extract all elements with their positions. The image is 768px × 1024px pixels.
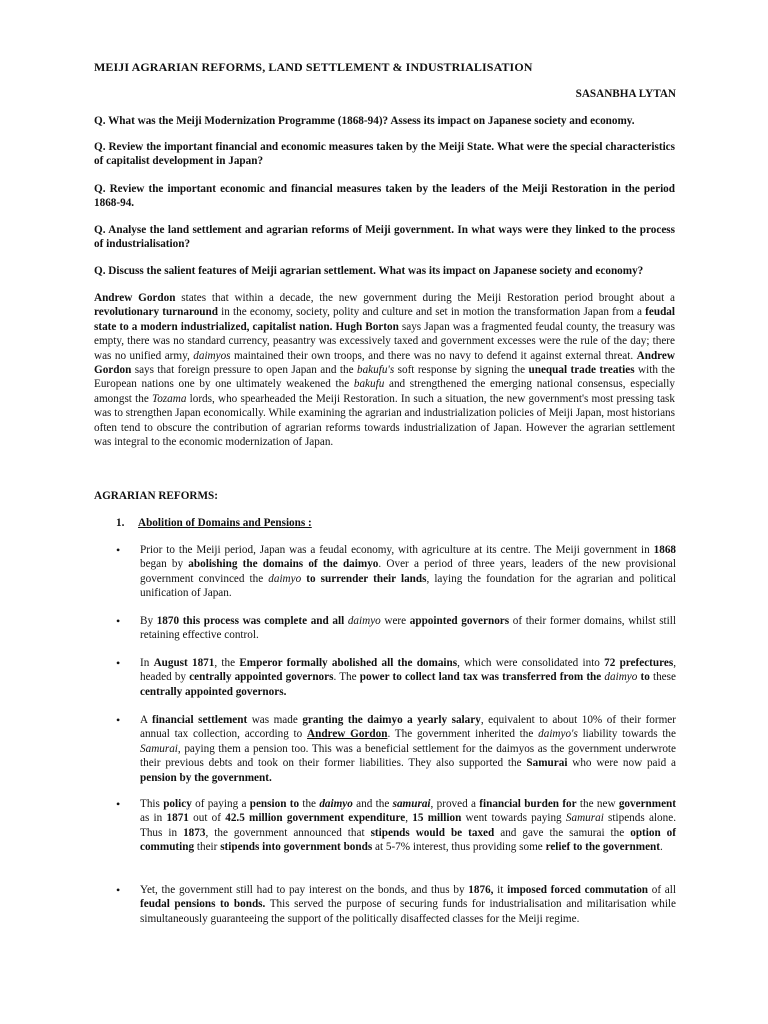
- bullet-icon: •: [116, 543, 121, 557]
- author-name: SASANBHA LYTAN: [575, 88, 676, 100]
- sub-heading-text: Abolition of Domains and Pensions :: [138, 517, 312, 529]
- bullet-icon: •: [116, 713, 121, 727]
- author-ref: Hugh Borton: [335, 320, 399, 333]
- list-item-text: Prior to the Meiji period, Japan was a feudal economy, with agriculture at its centre. The Meiji government in 1868 began by abolishing the domains of the daimyo. Over a period of three years, leaders of the new provisional government convinced the daimyo to surrender their lands, laying the foundation for the agrarian and political unification of Japan.: [140, 544, 676, 600]
- bullet-icon: •: [116, 656, 121, 670]
- bullet-icon: •: [116, 883, 121, 897]
- author-ref: Andrew Gordon: [94, 349, 675, 377]
- author-ref: Andrew Gordon: [94, 292, 176, 304]
- list-item-text: Yet, the government still had to pay interest on the bonds, and thus by 1876, it imposed forced commutation of all feudal pensions to bonds. This served the purpose of securing funds for industrialisation and militarisation while simultaneously guaranteeing the support of the politically disaffected classes for the Meiji regime.: [140, 884, 677, 925]
- list-item-text: A financial settlement was made granting the daimyo a yearly salary, equivalent to about 10% of their former annual tax collection, according to Andrew Gordon. The government inherited the daimyo's liability towards the Samurai, paying them a pension too. This was a beneficial settlement for the daimyos as the government underwrote their previous debts and took on their former liabilities. They also supported the Samurai who were now paid a pension by the government.: [140, 714, 677, 784]
- document-title: MEIJI AGRARIAN REFORMS, LAND SETTLEMENT & INDUSTRIALISATION: [94, 60, 533, 74]
- list-item-text: This policy of paying a pension to the daimyo and the samurai, proved a financial burden for the new government as in 1871 out of 42.5 million government expenditure, 15 million went towards paying Samurai stipends alone. Thus in 1873, the government announced that stipends would be taxed and gave the samurai the option of commuting their stipends into government bonds at 5-7% interest, thus providing some relief to the government.: [140, 798, 676, 854]
- question-2: Q. Review the important financial and economic measures taken by the Meiji State. What were the special characteristics of capitalist development in Japan?: [94, 141, 675, 168]
- section-heading: AGRARIAN REFORMS:: [94, 490, 218, 502]
- list-item-text: In August 1871, the Emperor formally abolished all the domains, which were consolidated into 72 prefectures, headed by centrally appointed governors. The power to collect land tax was transferred from the daimyo to these centrally appointed governors.: [140, 657, 676, 698]
- question-4: Q. Analyse the land settlement and agrarian reforms of Meiji government. In what ways were they linked to the process of industrialisation?: [94, 224, 675, 251]
- question-5: Q. Discuss the salient features of Meiji agrarian settlement. What was its impact on Japanese society and economy?: [94, 265, 644, 277]
- sub-heading-number: 1.: [116, 517, 125, 529]
- sub-heading: [116, 516, 312, 530]
- list-item-text: By 1870 this process was complete and all daimyo were appointed governors of their former domains, whilst still retaining effective control.: [140, 615, 676, 642]
- bullet-icon: •: [116, 614, 121, 628]
- question-3: Q. Review the important economic and financial measures taken by the leaders of the Meiji Restoration in the period 1868-94.: [94, 183, 675, 210]
- question-1: Q. What was the Meiji Modernization Programme (1868-94)? Assess its impact on Japanese society and economy.: [94, 115, 635, 127]
- bullet-icon: •: [116, 797, 121, 811]
- intro-paragraph: Andrew Gordon states that within a decade, the new government during the Meiji Restoration period brought about a revolutionary turnaround in the economy, society, polity and culture and set in motion the transformation Japan from a feudal state to a modern industrialized, capitalist nation. Hugh Borton says Japan was a fragmented feudal county, the treasury was empty, there was no standard currency, peasantry was excessively taxed and government excesses were the rule of the day; there was no unified army, daimyos maintained their own troops, and there was no navy to defend it against external threat. Andrew Gordon says that foreign pressure to open Japan and the bakufu's soft response by signing the unequal trade treaties with the European nations one by one ultimately weakened the bakufu and strengthened the emerging national consensus, especially amongst the Tozama lords, who spearheaded the Meiji Restoration. In such a situation, the new government's most pressing task was to strengthen Japan economically. While examining the agrarian and industrialization policies of Meiji Japan, most historians often tend to obscure the contribution of agrarian reforms towards industrialization of Japan. However the agrarian settlement was integral to the economic modernization of Japan.: [94, 292, 676, 449]
